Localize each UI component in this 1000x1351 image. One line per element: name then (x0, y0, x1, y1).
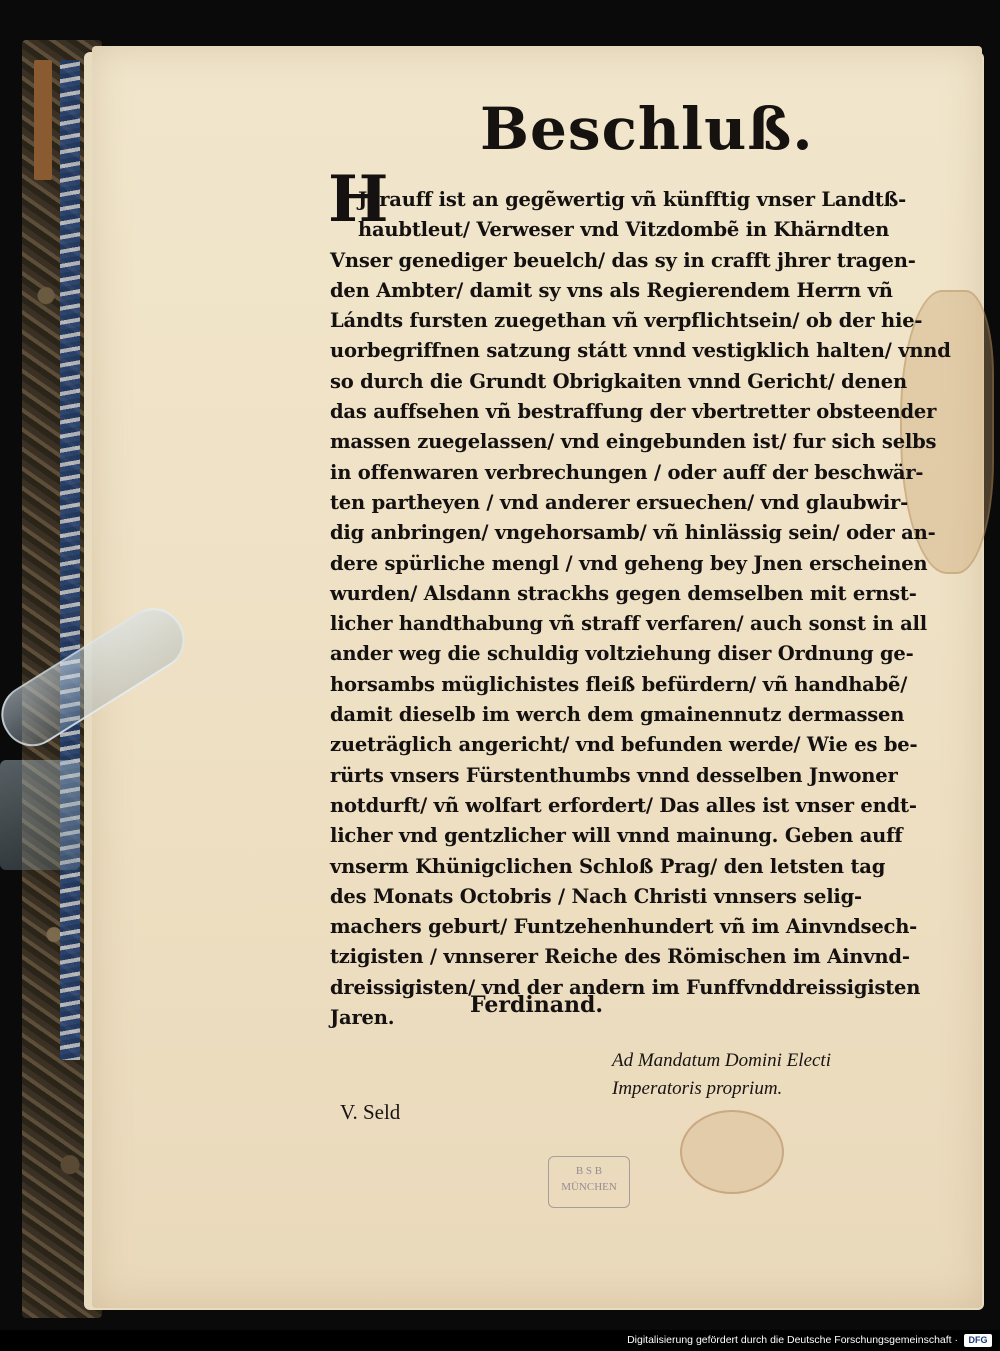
stamp-line: B S B (575, 1165, 603, 1177)
water-stain-lower (680, 1110, 784, 1194)
footer-bar (0, 1331, 1000, 1351)
text-line: Jerauff ist an gegẽwertig vñ künfftig vnser Landtß- (358, 188, 907, 211)
page-clip-holder (0, 760, 80, 870)
text-line: notdurft/ vñ wolfart erfordert/ Das alles ist vnser endt- (330, 793, 917, 817)
text-line: in offenwaren verbrechungen / oder auff der beschwär- (330, 460, 924, 484)
text-line: machers geburt/ Funtzehenhundert vñ im Ainvndsech- (330, 915, 918, 939)
footer-credit: Digitalisierung gefördert durch die Deutsche Forschungsgemeinschaft · (627, 1334, 958, 1346)
text-line: des Monats Octobris / Nach Christi vnnsers selig- (330, 884, 862, 908)
text-line: den Ambter/ damit sy vns als Regierendem Herrn vñ (330, 278, 893, 302)
cover-paper-strip (60, 60, 80, 1060)
text-line: uorbegriffnen satzung státt vnnd vestigklich halten/ vnnd (330, 339, 951, 363)
dfg-logo-icon: DFG (964, 1334, 992, 1347)
text-line: ander weg die schuldig voltziehung diser Ordnung ge- (330, 642, 914, 666)
text-line: licher vnd gentzlicher will vnnd mainung. Geben auff (330, 824, 903, 848)
mandate-line: Ad Mandatum Domini Electi (612, 1050, 831, 1071)
mandate-line: Imperatoris proprium. (612, 1078, 783, 1099)
text-line: Vnser genediger beuelch/ das sy in crafft jhrer tragen- (330, 248, 916, 272)
text-line: ten partheyen / vnd anderer ersuechen/ vnd glaubwir- (330, 490, 909, 514)
text-line: zueträglich angericht/ vnd befunden werde/ Wie es be- (330, 733, 918, 757)
text-line: vnserm Khünigclichen Schloß Prag/ den letsten tag (330, 854, 886, 878)
text-line: licher handthabung vñ straff verfaren/ auch sonst in all (330, 612, 927, 636)
signature-ferdinand: Ferdinand. (470, 992, 604, 1018)
text-line: massen zuegelassen/ vnd eingebunden ist/ fur sich selbs (330, 430, 937, 454)
page-title: Beschluß. (480, 95, 814, 163)
drop-capital: H (328, 162, 389, 237)
mandate-note (612, 1047, 902, 1103)
text-line: Jaren. (330, 1006, 395, 1030)
secretary-initials: V. Seld (340, 1100, 401, 1124)
cover-leather-edge (34, 60, 52, 180)
body-text (330, 185, 951, 1033)
text-line: Lándts fursten zuegethan vñ verpflichtsein/ ob der hie- (330, 309, 923, 333)
text-line: haubtleut/ Verweser vnd Vitzdombẽ in Khärndten (358, 218, 890, 242)
text-line: dere spürliche mengl / vnd geheng bey Jnen erscheinen (330, 551, 928, 575)
library-stamp (548, 1156, 630, 1208)
text-line: das auffsehen vñ bestraffung der vbertretter obsteender (330, 400, 937, 424)
text-line: damit dieselb im werch dem gmainennutz dermassen (330, 703, 905, 727)
text-line: wurden/ Alsdann strackhs gegen demselben mit ernst- (330, 581, 917, 605)
text-line: so durch die Grundt Obrigkaiten vnnd Gericht/ denen (330, 369, 907, 393)
text-line: horsambs müglichistes fleiß befürdern/ vñ handhabẽ/ (330, 672, 908, 696)
text-line: rürts vnsers Fürstenthumbs vnnd desselben Jnwoner (330, 763, 898, 787)
text-line: dig anbringen/ vngehorsamb/ vñ hinlässig sein/ oder an- (330, 521, 936, 545)
text-line: tzigisten / vnnserer Reiche des Römischen im Ainvnd- (330, 945, 910, 969)
text-line: dreissigisten/ vnd der andern im Funffvnddreissigisten (330, 975, 921, 999)
stamp-line: MÜNCHEN (561, 1181, 617, 1193)
